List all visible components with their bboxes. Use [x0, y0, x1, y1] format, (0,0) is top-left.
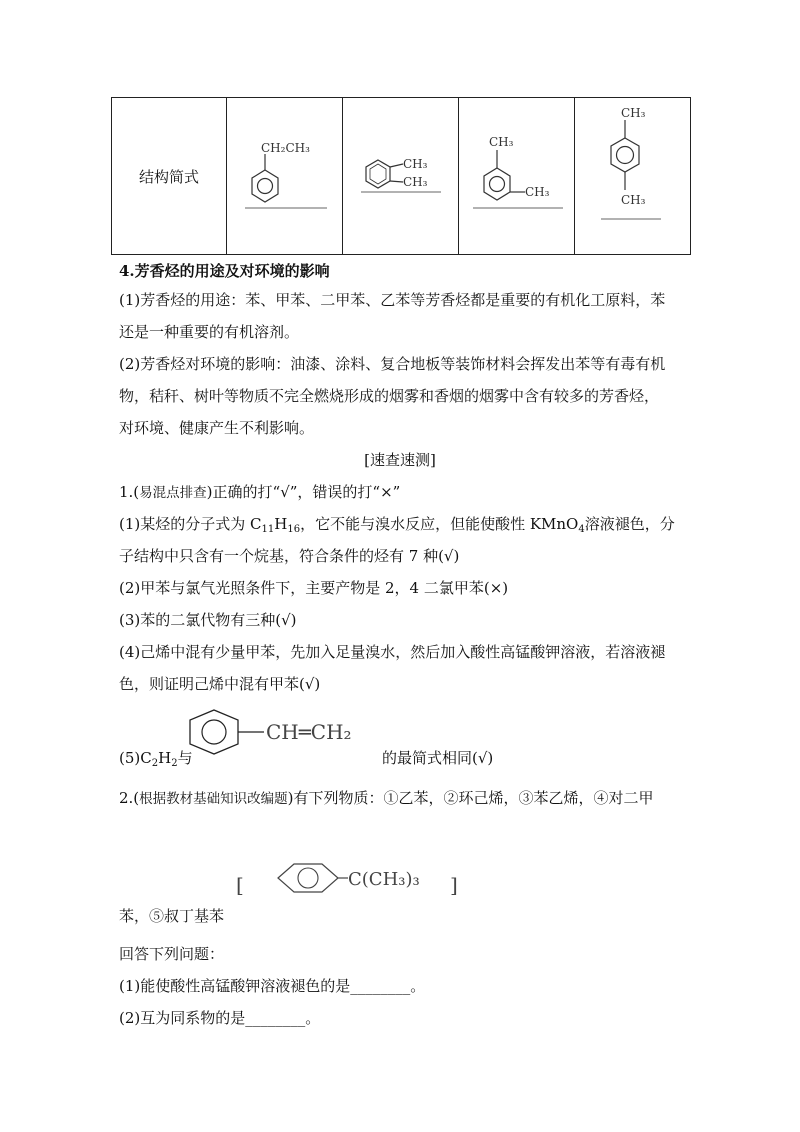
paragraph-2-line-3: 对环境、健康产生不利影响。 [119, 419, 315, 437]
o-methyl-top: CH₃ [403, 157, 428, 171]
m-methyl-top: CH₃ [489, 135, 514, 149]
quick-test-title: [速查速测] [364, 451, 436, 469]
paragraph-2-line-1: (2)芳香烃对环境的影响：油漆、涂料、复合地板等装饰材料会挥发出苯等有毒有机 [119, 355, 666, 373]
question-2-ask: 回答下列问题： [119, 945, 225, 963]
vinyl-label: CH═CH₂ [266, 720, 352, 744]
m-xylene-structure [459, 98, 575, 256]
q1-item-1-line-2: 子结构中只含有一个烷基，符合条件的烃有 7 种(√) [119, 547, 460, 565]
q1-item-4-line-2: 色，则证明己烯中混有甲苯(√) [119, 675, 321, 693]
q1-item-5-left: $(5)C_2H_2$与 [119, 749, 193, 769]
ethyl-label: CH₂CH₃ [261, 141, 310, 155]
row-label: 结构简式 [112, 98, 227, 255]
question-1-heading: 1.(易混点排查)正确的打“√”，错误的打“×” [119, 483, 401, 501]
question-2-tag: 根据教材基础知识改编题 [139, 791, 288, 807]
o-xylene-cell [343, 98, 459, 255]
question-2-line-2: 苯，⑤叔丁基苯 [119, 907, 225, 925]
styrene-structure [186, 706, 386, 770]
o-xylene-structure [343, 98, 459, 256]
m-xylene-cell [459, 98, 575, 255]
p-xylene-cell [575, 98, 691, 255]
q1-item-2: (2)甲苯与氯气光照条件下，主要产物是 2，4 二氯甲苯(×) [119, 579, 509, 597]
ethylbenzene-cell [227, 98, 343, 255]
p-methyl-top: CH₃ [621, 106, 646, 120]
structure-table [111, 97, 691, 255]
question-2-heading: 2.(根据教材基础知识改编题)有下列物质：①乙苯，②环己烯，③苯乙烯，④对二甲 [119, 789, 654, 807]
q1-item-1-line-1: (1)某烃的分子式为 $C_{11}H_{16}$，它不能与溴水反应，但能使酸性 KMnO$_4$溶液褪色，分 [119, 515, 675, 535]
q1-item-5-right: 的最简式相同(√) [382, 749, 494, 767]
section-heading: 4.芳香烃的用途及对环境的影响 [119, 262, 330, 280]
question-1-tag: 易混点排查 [139, 485, 207, 501]
p-xylene-structure [575, 98, 691, 256]
tert-butylbenzene-structure [236, 858, 476, 914]
p-methyl-bottom: CH₃ [621, 193, 646, 207]
o-methyl-bottom: CH₃ [403, 175, 428, 189]
ethylbenzene-structure [227, 98, 343, 256]
q1-item-3: (3)苯的二氯代物有三种(√) [119, 611, 297, 629]
paragraph-1-line-2: 还是一种重要的有机溶剂。 [119, 323, 300, 341]
bracket-right: ] [450, 873, 458, 897]
paragraph-2-line-2: 物，秸秆、树叶等物质不完全燃烧形成的烟雾和香烟的烟雾中含有较多的芳香烃， [119, 387, 660, 405]
q1-item-4-line-1: (4)己烯中混有少量甲苯，先加入足量溴水，然后加入酸性高锰酸钾溶液，若溶液褪 [119, 643, 666, 661]
tert-butyl-label: C(CH₃)₃ [348, 869, 420, 890]
question-2-sub-2: (2)互为同系物的是________。 [119, 1009, 321, 1027]
m-methyl-right: CH₃ [525, 185, 550, 199]
bracket-left: [ [236, 873, 244, 897]
question-2-sub-1: (1)能使酸性高锰酸钾溶液褪色的是________。 [119, 977, 426, 995]
paragraph-1-line-1: (1)芳香烃的用途：苯、甲苯、二甲苯、乙苯等芳香烃都是重要的有机化工原料，苯 [119, 291, 666, 309]
